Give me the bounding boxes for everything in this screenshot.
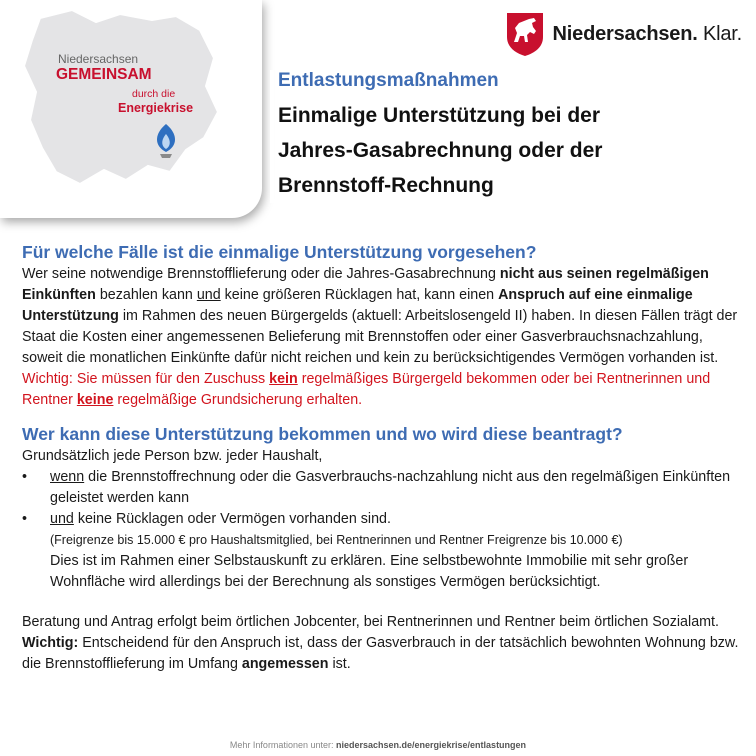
title-line-2: Jahres-Gasabrechnung oder der xyxy=(278,139,603,162)
footer-link[interactable]: niedersachsen.de/energiekrise/entlastungen xyxy=(335,740,527,750)
header xyxy=(270,70,754,203)
list-item: • und keine Rücklagen oder Vermögen vorhanden sind. (Freigrenze bis 15.000 € pro Haushaltsmitglied, bei Rentnerinnen und Rentner Freigrenze bis 10.000 €) Dies ist im Rahmen einer Selbstauskunft zu erklären. Eine selbstbewohnte Immobilie mit sehr großer Wohnfläche wird allerdings bei der Berechnung als sonstiges Vermögen berücksichtigt. xyxy=(22,509,742,593)
footer-prefix: Mehr Informationen unter: xyxy=(229,740,336,750)
section1-warning: Wichtig: Sie müssen für den Zuschuss kein regelmäßiges Bürgergeld bekommen oder bei Rentnerinnen und Rentner keine regelmäßige Grundsicherung erhalten. xyxy=(22,371,711,408)
page-title xyxy=(278,98,754,203)
allowance-note: (Freigrenze bis 15.000 € pro Haushaltsmitglied, bei Rentnerinnen und Rentner Freigrenze bis 10.000 €) xyxy=(50,533,623,547)
title-line-3: Brennstoff-Rechnung xyxy=(278,174,494,197)
main-content xyxy=(22,240,742,675)
logo-line-2: GEMEINSAM xyxy=(56,66,152,83)
title-line-1: Einmalige Unterstützung bei der xyxy=(278,104,601,127)
section2-heading: Wer kann diese Unterstützung bekommen und wo wird diese beantragt? xyxy=(22,424,623,444)
list-item: • wenn die Brennstoffrechnung oder die Gasverbrauchs-nachzahlung nicht aus den regelmäßigen Einkünften geleistet werden kann xyxy=(22,467,742,509)
important-note: Wichtig: Entscheidend für den Anspruch ist, dass der Gasverbrauch in der tatsächlich bewohnten Wohnung bzw. die Brennstofflieferung im Umfang angemessen ist. xyxy=(22,635,739,672)
logo-line-3: durch die xyxy=(132,88,176,100)
brand-suffix: Klar. xyxy=(702,22,742,45)
logo-line-4: Energiekrise xyxy=(118,101,194,115)
footer xyxy=(0,740,756,750)
section1-heading: Für welche Fälle ist die einmalige Unterstützung vorgesehen? xyxy=(22,242,537,262)
topic-label: Entlastungsmaßnahmen xyxy=(278,70,499,91)
criteria-list xyxy=(22,467,742,593)
logo-line-1: Niedersachsen xyxy=(58,52,139,66)
section2-intro: Grundsätzlich jede Person bzw. jeder Haushalt, xyxy=(22,448,323,464)
state-brand xyxy=(505,10,742,58)
consultation-text: Beratung und Antrag erfolgt beim örtlichen Jobcenter, bei Rentnerinnen und Rentner beim örtlichen Sozialamt. xyxy=(22,614,719,630)
horse-shield-icon xyxy=(505,11,545,57)
section1-paragraph: Wer seine notwendige Brennstofflieferung oder die Jahres-Gasabrechnung nicht aus seinen regelmäßigen Einkünften bezahlen kann und keine größeren Rücklagen hat, kann einen Anspruch auf eine einmalige Unterstützung im Rahmen des neuen Bürgergelds (aktuell: Arbeitslosengeld II) haben. In diesen Fällen trägt der Staat die Kosten einer angemessenen Belieferung mit Brennstoffen oder einer Gasverbrauchsnachzahlung, soweit die monatlichen Einkünfte dafür nicht reichen und kein zu berücksichtigendes Vermögen vorhanden ist. xyxy=(22,266,738,366)
campaign-logo-card xyxy=(0,0,262,218)
self-disclosure-text: Dies ist im Rahmen einer Selbstauskunft zu erklären. Eine selbstbewohnte Immobilie mit sehr großer Wohnfläche wird allerdings bei der Berechnung als sonstiges Vermögen berücksichtigt. xyxy=(50,553,689,590)
brand-name: Niedersachsen. xyxy=(552,22,698,45)
